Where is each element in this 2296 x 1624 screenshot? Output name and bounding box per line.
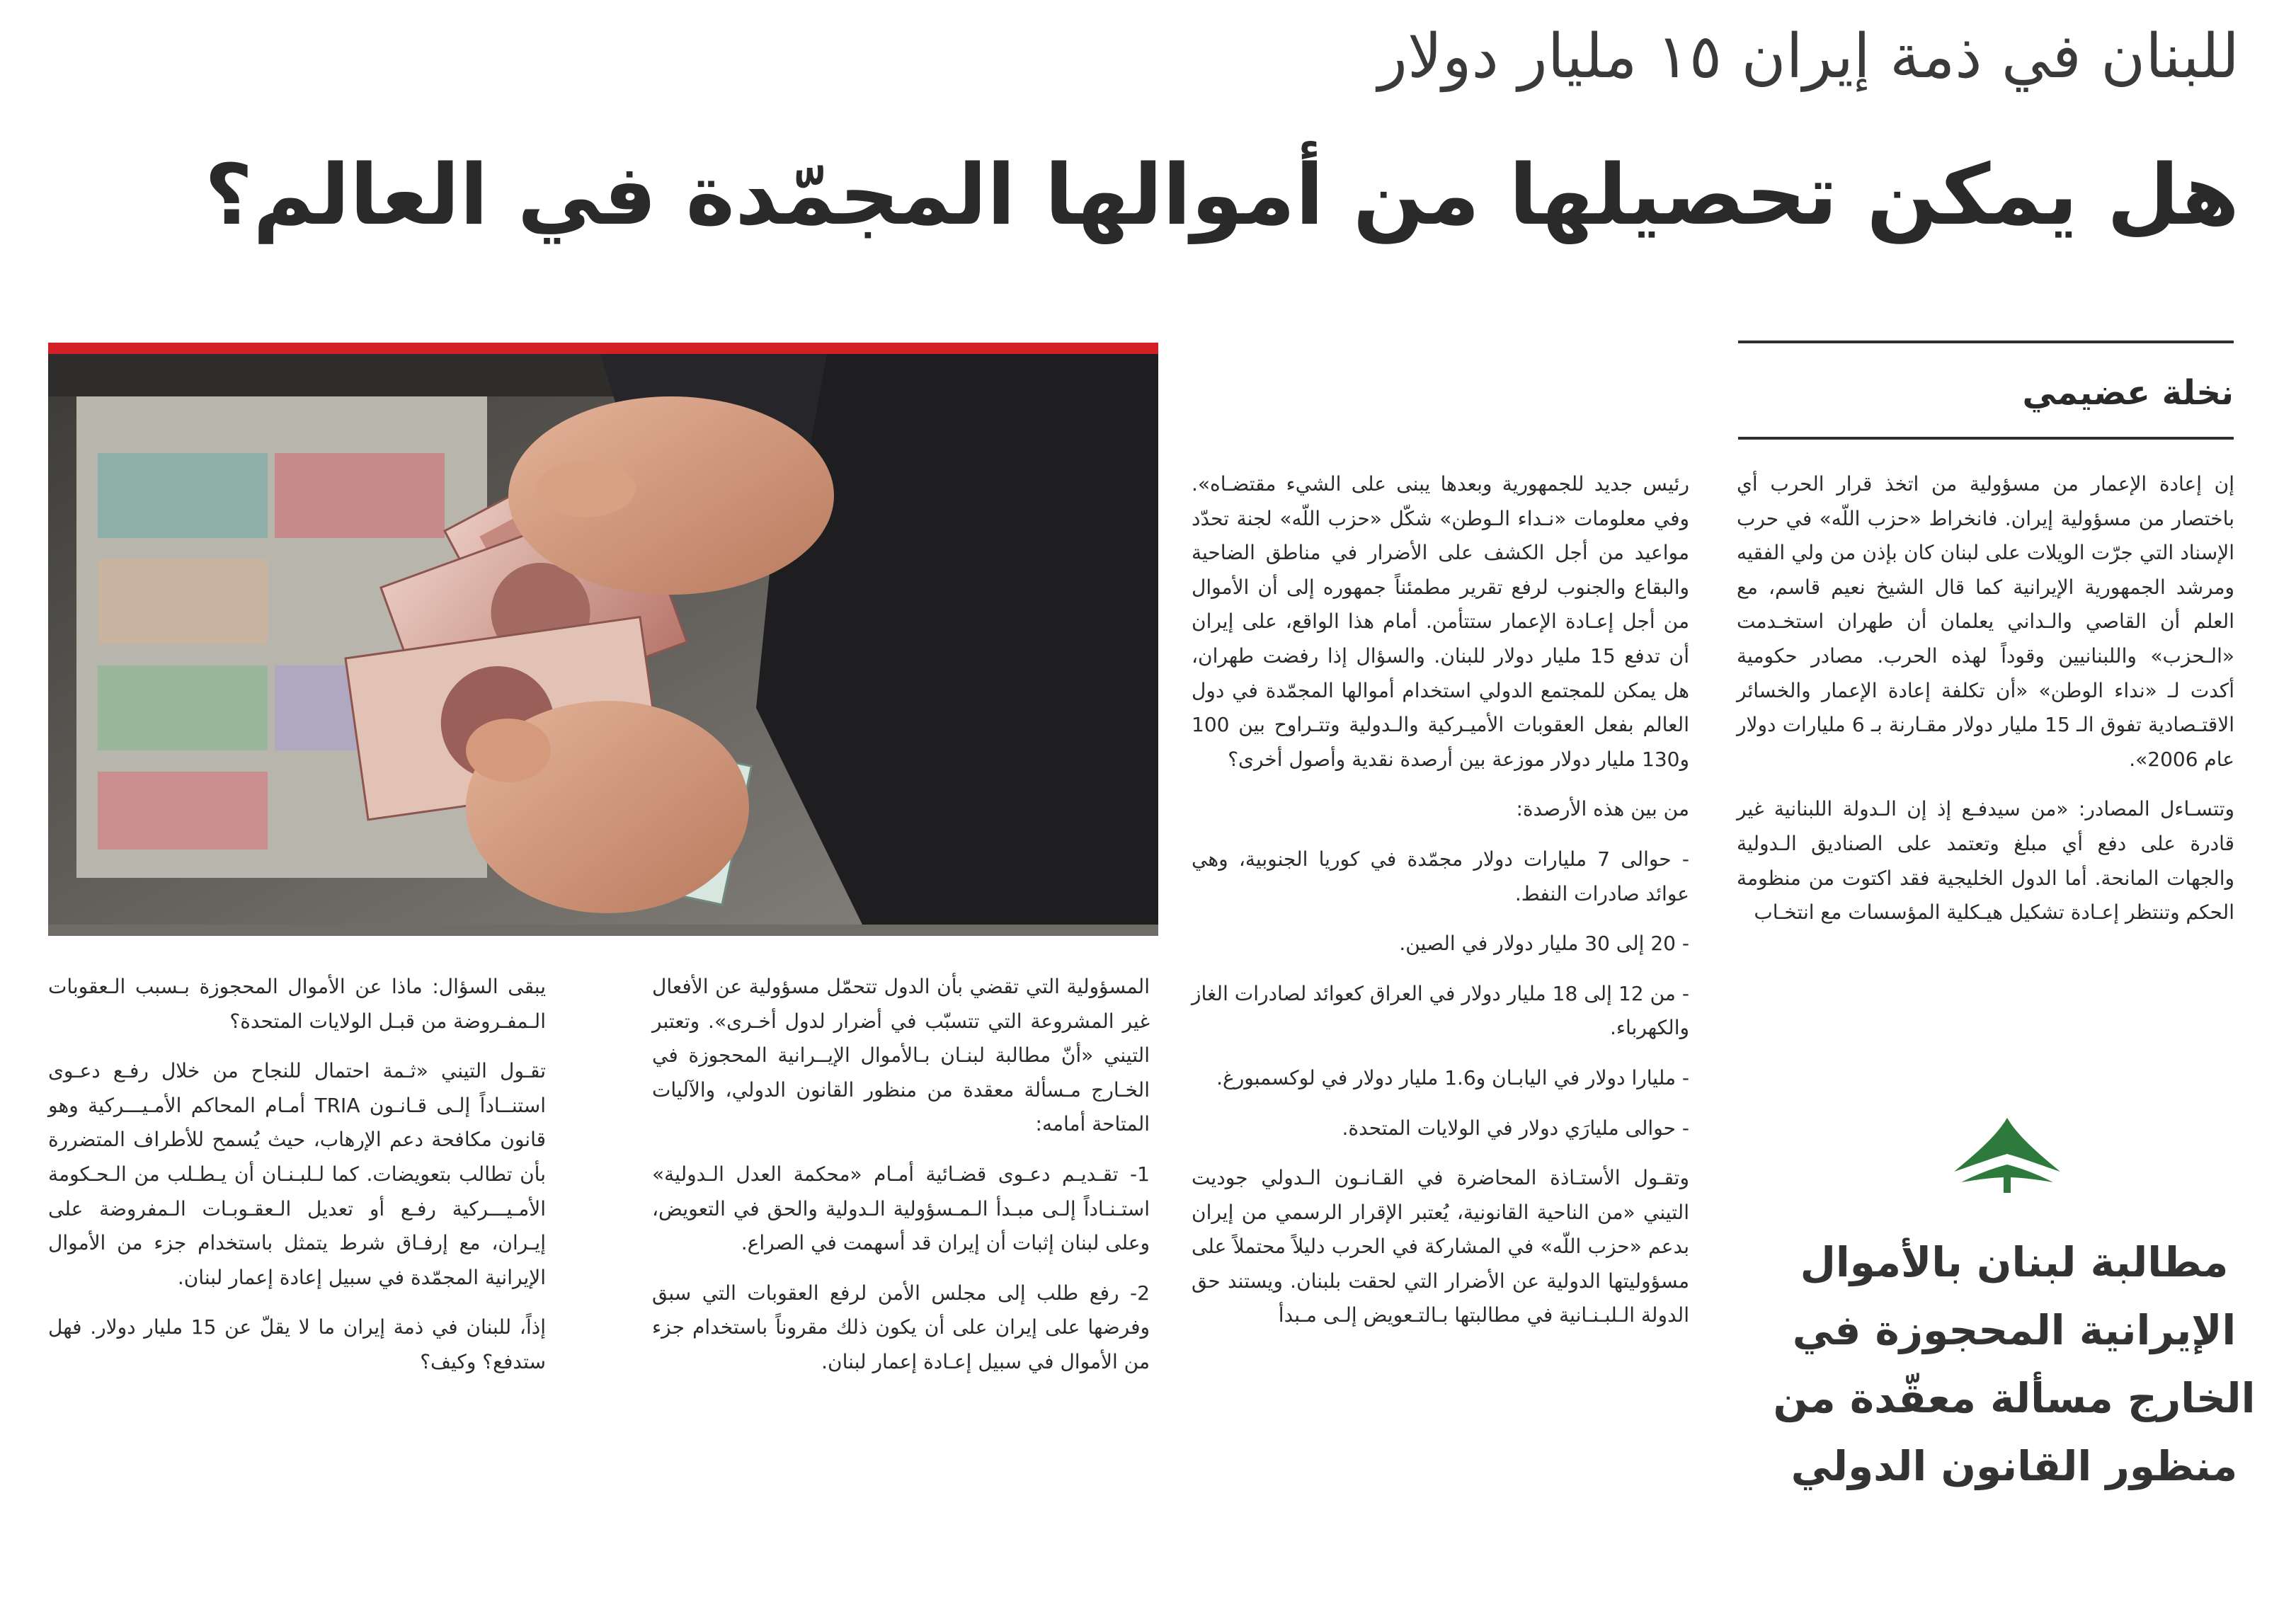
pull-quote: مطالبة لبنان بالأموال الإيرانية المحجوزة في الخارج مسألة معقّدة من منظور القانون الدولي [1773, 1238, 2256, 1490]
paragraph: إن إعادة الإعمار من مسؤولية من اتخذ قرار الحرب أي باختصار من مسؤولية إيران. فانخراط «حزب اللّه» في حرب الإسناد التي جرّت الويلات على لبنان كان بإذن من ولي الفقيه ومرشد الجمهورية الإيرانية كما قال الشيخ نعيم قاسم، مع العلم أن القاصي والـداني يعلمان أن طهران استخـدمت «الـحزب» واللبنانيين وقوداً لهذه الحرب. مصادر حكومية أكدت لـ «نداء الوطن» «أن تكلفة إعادة الإعمار والخسائر الاقتـصادية تفوق الـ 15 مليار دولار مقـارنة بـ 6 مليارات دولار عام 2006». [1737, 472, 2234, 771]
paragraph: وتتسـاءل المصادر: «من سيدفـع إذ إن الـدولة اللبنانية غير قادرة على دفع أي مبلغ وتعتمد على الصناديق الـدولية والجهات المانحة. أما الدول الخليجية فقد اكتوت من منظومة الحكم وتنتظر إعـادة تشكيل هيـكلية المؤسسات مع انتخـاب [1737, 797, 2234, 925]
column-4 [48, 970, 546, 1395]
paragraph: وتقـول الأستـاذة المحاضرة في القـانـون الـدولي جوديت التيني «من الناحية القانونية، يُعتبر الإقرار الرسمي من إيران بدعم «حزب اللّه» في المشاركة في الحرب دليلاً محتملاً على مسؤوليتها الدولية عن الأضرار التي لحقت بلبنان. ويستند حق الدولة الـلبـنـانية في مطالبتها بـالتـعويض إلـى مـبدأ [1192, 1166, 1689, 1327]
paragraph: إذاً، للبنان في ذمة إيران ما لا يقلّ عن 15 مليار دولار. فهل ستدفع؟ وكيف؟ [48, 1315, 546, 1373]
list-item: - مليارا دولار في اليابـان و1.6 مليار دولار في لوكسمبورغ. [1216, 1065, 1689, 1090]
article-photo [48, 343, 1158, 936]
paragraph: تقـول التيني «ثـمة احتمال للنجاح من خلال رفـع دعـوى استنــاداً إلـى قـانـون TRIA أمـام المحاكم الأمـيـــركية وهو قانون مكافحة دعم الإرهاب، حيث يُسمح للأطراف المتضررة بأن تطالب بتعويضات. كما لـلبـنـان أن يـطـلب من الـحـكومة الأمـيـــركية رفـع أو تعديل الـعقـوبـات الـمفروضة على إيـران، مع إرفـاق شرط يتمثل باستخدام جزء من الأموال الإيرانية المجمّدة في سبيل إعادة إعمار لبنان. [48, 1059, 546, 1289]
column-3 [652, 970, 1150, 1395]
column-2 [1192, 467, 1689, 1349]
headline: هل يمكن تحصيلها من أموالها المجمّدة في العالم؟ [204, 146, 2239, 244]
list-item: 2- رفع طلب إلى مجلس الأمن لرفع العقوبات التي سبق وفرضها على إيران على أن يكون ذلك مقروناً باستخدام جزء من الأموال في سبيل إعـادة إعمار لبنان. [652, 1281, 1150, 1373]
paragraph: من بين هذه الأرصدة: [1516, 797, 1689, 821]
byline: نخلة عضيمي [2022, 373, 2234, 413]
list-item: - حوالى مليارَي دولار في الولايات المتحدة. [1342, 1116, 1689, 1140]
list-item: - حوالى 7 مليارات دولار مجمّدة في كوريا الجنوبية، وهي عوائد صادرات النفط. [1192, 847, 1689, 905]
byline-bottom-rule [1738, 437, 2234, 440]
paragraph: رئيس جديد للجمهورية وبعدها يبنى على الشيء مقتضـاه». وفي معلومات «نـداء الـوطن» شكّل «حزب اللّه» لجنة تحدّد مواعيد من أجل الكشف على الأضرار في مناطق الضاحية والبقاع والجنوب لرفع تقرير مطمئناً جمهوره إلى أن الأموال من أجل إعـادة الإعمار ستتأمن. أمام هذا الواقع، على إيران أن تدفع 15 مليار دولار للبنان. والسؤال إذا رفضت طهران، هل يمكن للمجتمع الدولي استخدام أموالها المجمّدة في دول العالم بفعل العقوبات الأميـركية والـدولية وتتـراوح بين 100 و130 مليار دولار موزعة بين أرصدة نقدية وأصول أخرى؟ [1192, 472, 1690, 771]
list-item: - 20 إلى 30 مليار دولار في الصين. [1399, 932, 1689, 956]
hands-counting-banknotes-photo [48, 354, 1158, 925]
paragraph: يبقى السؤال: ماذا عن الأموال المحجوزة بـسبب الـعقوبات الـمفـروضة من قبـل الولايات المتحدة؟ [48, 975, 546, 1033]
byline-top-rule [1738, 341, 2234, 343]
list-item: 1- تقـديـم دعـوى قضـائية أمـام «محكمة العدل الـدولية» استـنـاداً إلـى مبـدأ الـمـسؤولية الـدولية والحق في التعويض، وعلى لبنان إثبات أن إيران قد أسهمت في الصراع. [652, 1162, 1150, 1255]
cedar-logo-icon [1947, 1115, 2067, 1203]
kicker: للبنان في ذمة إيران ١٥ مليار دولار [1378, 21, 2239, 92]
list-item: - من 12 إلى 18 مليار دولار في العراق كعوائد لصادرات الغاز والكهرباء. [1192, 981, 1690, 1040]
paragraph: المسؤولية التي تقضي بأن الدول تتحمّل مسؤولية عن الأفعال غير المشروعة التي تتسبّب في أضرار لدول أخـرى». وتعتبر التيني «أنّ مطالبة لبنـان بـالأموال الإيــرانية المحجوزة في الخـارج مـسألة معقدة من منظور القانون الدولي، والآليات المتاحة أمامه: [652, 975, 1150, 1136]
column-1 [1737, 467, 2234, 946]
